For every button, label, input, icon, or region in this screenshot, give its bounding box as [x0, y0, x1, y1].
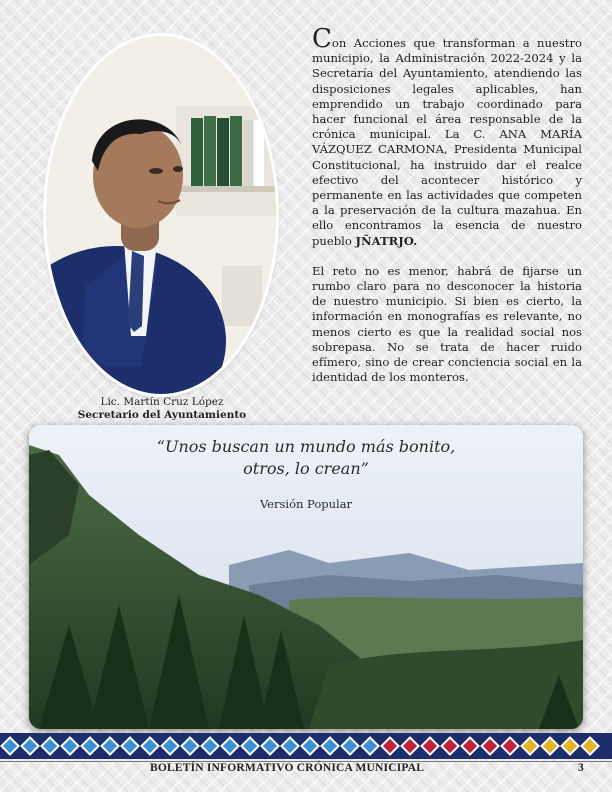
paragraph-1-text: on Acciones que transforman a nuestro municipio, la Administración 2022-2024 y la Secretaría del Ayuntamiento, atendiendo las disposiciones legales aplicables, han emprendido un trabajo coordinado para hacer funcional el área responsable de la crónica municipal. La C. ANA MARÍA VÁZQUEZ CARMONA, Presidenta Municipal Constitucional, ha instruido dar el realce efectivo del acontecer histórico y permanente en las actividades que competen a la preservación de la cultura mazahua. En ello encontramos la esencia de nuestro pueblo: [312, 36, 582, 248]
band-motif: [420, 736, 440, 756]
band-motif: [480, 736, 500, 756]
portrait-caption: [62, 396, 262, 422]
band-motif: [400, 736, 420, 756]
band-motif: [500, 736, 520, 756]
band-motif: [460, 736, 480, 756]
band-motif: [100, 736, 120, 756]
footer-title: BOLETÍN INFORMATIVO CRÓNICA MUNICIPAL: [150, 762, 425, 774]
band-motif: [260, 736, 280, 756]
band-motif: [180, 736, 200, 756]
band-motif: [580, 736, 600, 756]
band-motif: [300, 736, 320, 756]
body-text: [312, 24, 582, 400]
caption-role: Secretario del Ayuntamiento: [77, 409, 247, 421]
decorative-band: [0, 733, 612, 759]
band-motif: [240, 736, 260, 756]
band-motif: [380, 736, 400, 756]
band-motif: [520, 736, 540, 756]
quote-source: Versión Popular: [259, 497, 353, 511]
band-motif: [560, 736, 580, 756]
portrait-photo: [46, 36, 276, 394]
band-motif: [140, 736, 160, 756]
caption-name: Lic. Martín Cruz López: [100, 396, 224, 408]
band-motif: [280, 736, 300, 756]
band-motif: [80, 736, 100, 756]
quote: [29, 436, 583, 480]
band-motif: [0, 736, 20, 756]
band-motif: [440, 736, 460, 756]
band-motif: [20, 736, 40, 756]
band-motif: [120, 736, 140, 756]
paragraph-1-bold: JÑATRJO.: [355, 233, 418, 248]
band-motif: [340, 736, 360, 756]
paragraph-1: [312, 24, 582, 249]
band-motif: [320, 736, 340, 756]
band-motif: [220, 736, 240, 756]
drop-cap: C: [312, 24, 332, 54]
band-motif: [160, 736, 180, 756]
page-number: 3: [578, 762, 584, 774]
quote-line-2: otros, lo crean”: [243, 459, 369, 478]
portrait-illustration: [46, 36, 276, 394]
quote-line-1: “Unos buscan un mundo más bonito,: [156, 437, 456, 456]
band-motif: [540, 736, 560, 756]
band-motif: [40, 736, 60, 756]
band-motif: [200, 736, 220, 756]
paragraph-2: El reto no es menor, habrá de fijarse un rumbo claro para no desconocer la historia de nuestro municipio. Si bien es cierto, la información en monografías es relevante, no menos cierto es que la realidad social nos sobrepasa. No se trata de hacer ruido efímero, sino de crear conciencia social en la identidad de los monteros.: [312, 263, 582, 385]
band-motif: [360, 736, 380, 756]
band-motif: [60, 736, 80, 756]
